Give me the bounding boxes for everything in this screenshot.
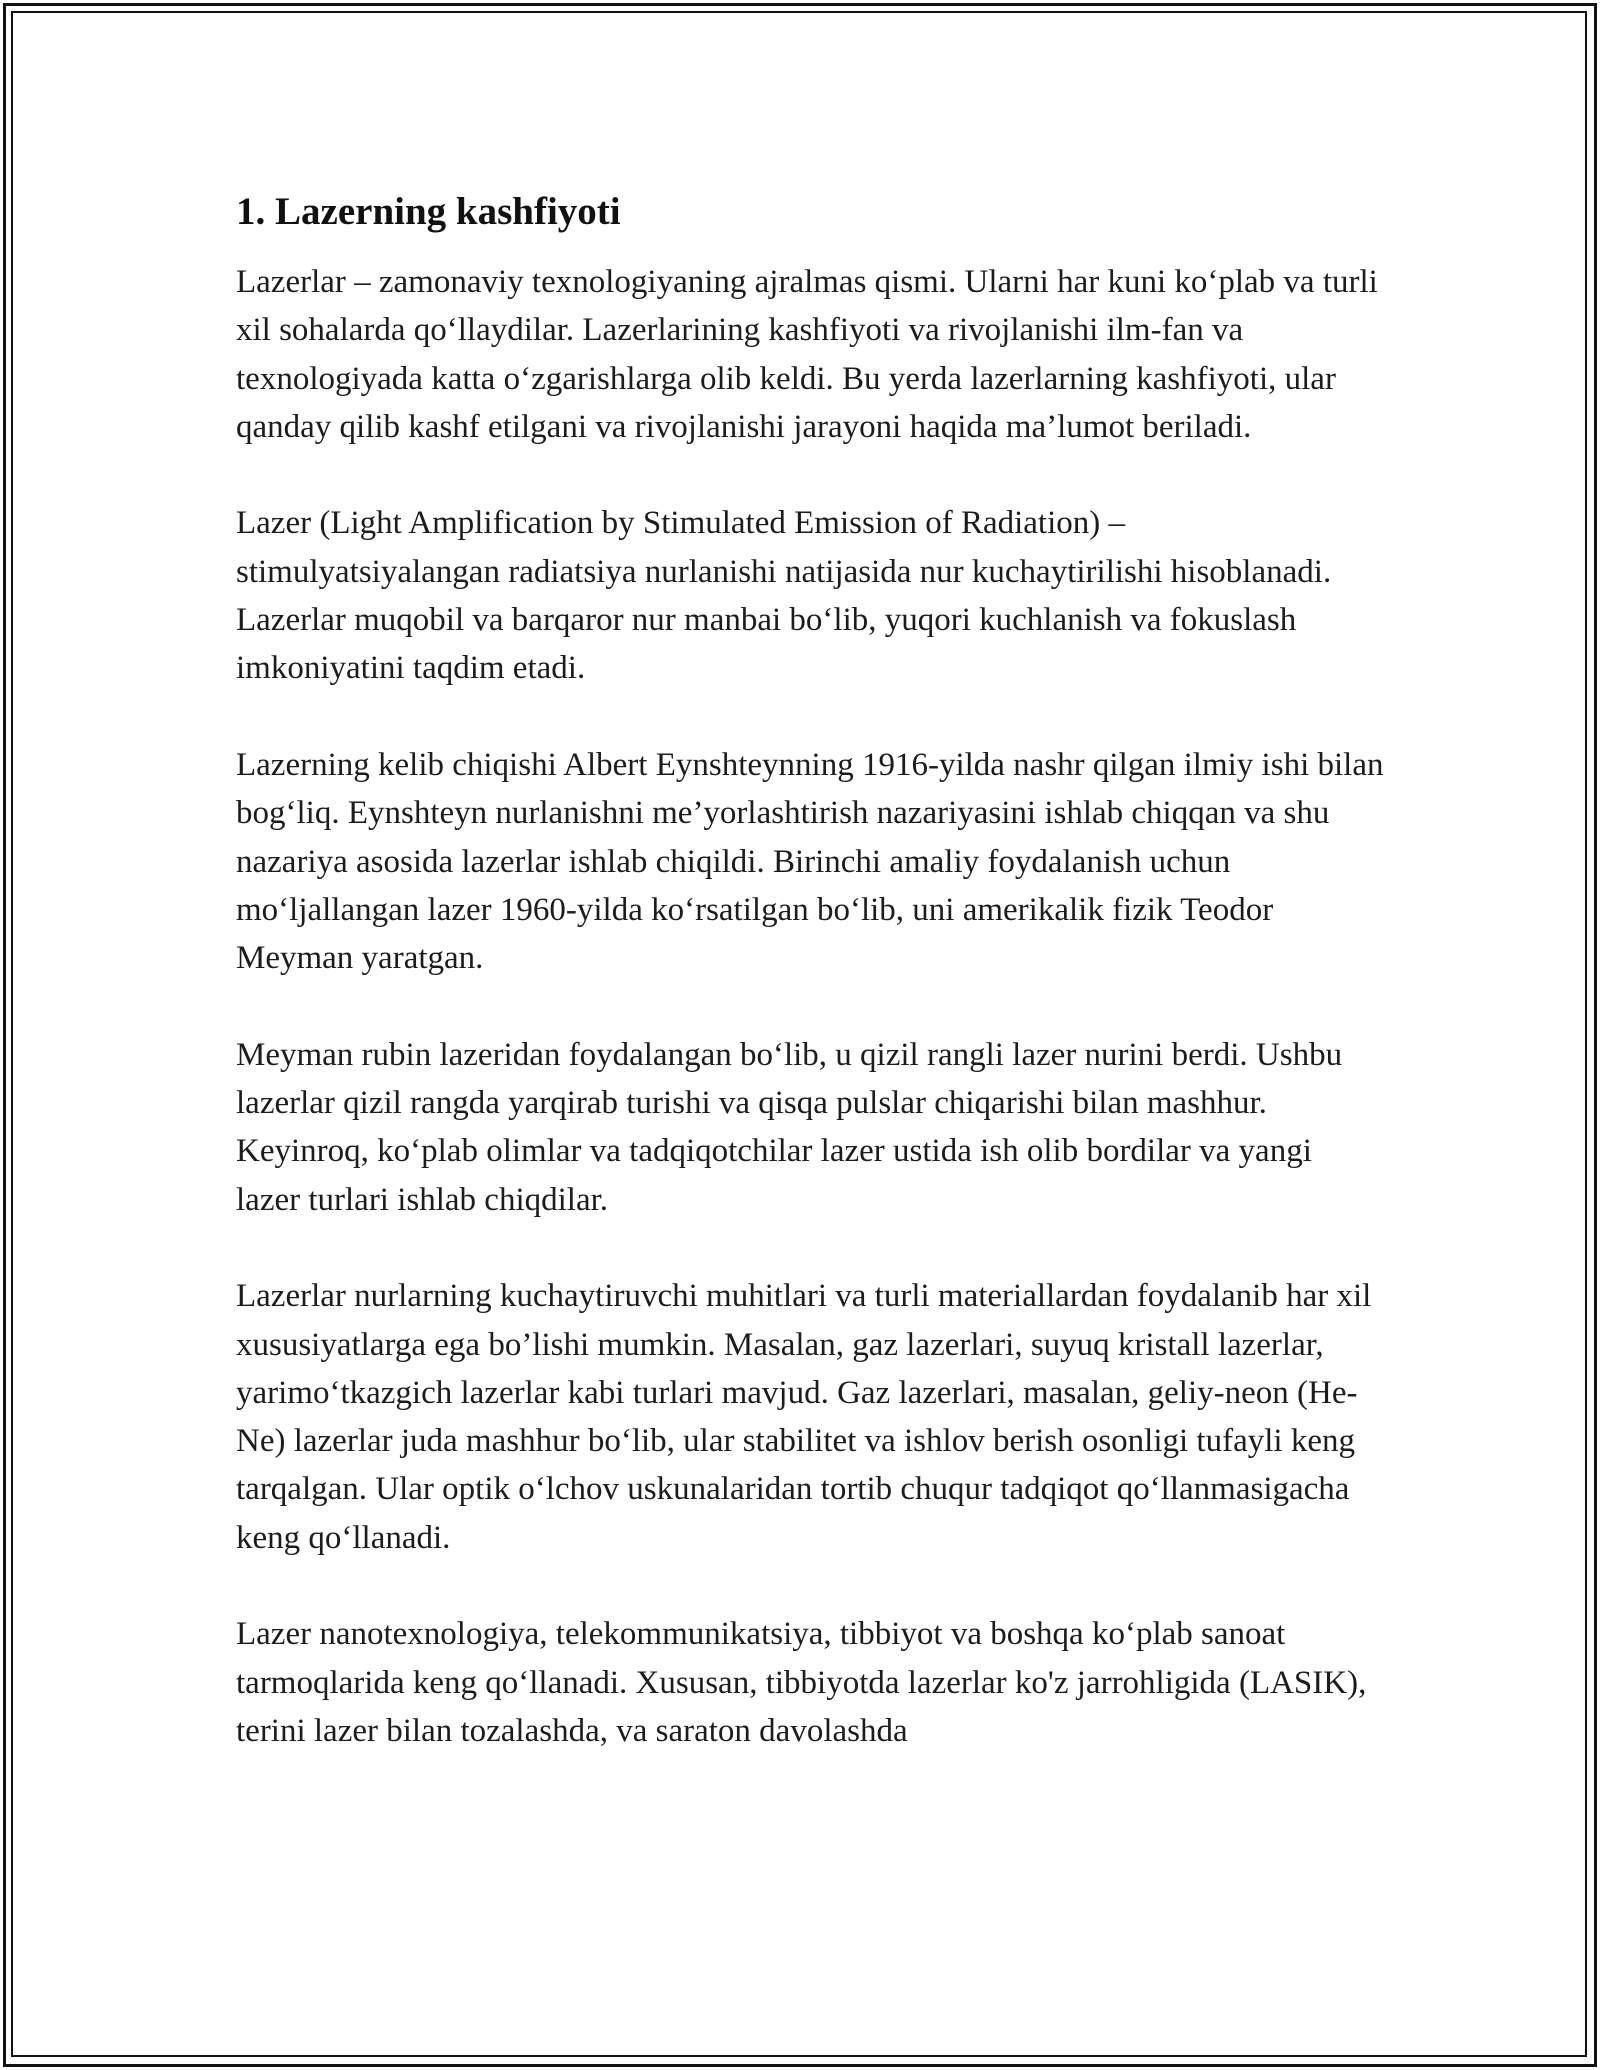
document-body — [236, 186, 1384, 1755]
paragraph-laser-types: Lazerlar nurlarning kuchaytiruvchi muhitlari va turli materiallardan foydalanib har xil xususiyatlarga ega bo’lishi mumkin. Masalan, gaz lazerlari, suyuq kristall lazerlar, yarimo‘tkazgich lazerlar kabi turlari mavjud. Gaz lazerlari, masalan, geliy-neon (He-Ne) lazerlar juda mashhur bo‘lib, ular stabilitet va ishlov berish osonligi tufayli keng tarqalgan. Ular optik o‘lchov uskunalaridan tortib chuqur tadqiqot qo‘llanmasigacha keng qo‘llanadi. — [236, 1278, 1372, 1556]
paragraph-definition: Lazer (Light Amplification by Stimulated Emission of Radiation) – stimulyatsiyalangan radiatsiya nurlanishi natijasida nur kuchaytirilishi hisoblanadi. Lazerlar muqobil va barqaror nur manbai bo‘lib, yuqori kuchlanish va fokuslash imkoniyatini taqdim etadi. — [236, 505, 1332, 687]
paragraph-applications: Lazer nanotexnologiya, telekommunikatsiya, tibbiyot va boshqa ko‘plab sanoat tarmoqlarida keng qo‘llanadi. Xususan, tibbiyotda lazerlar ko'z jarrohligida (LASIK), terini lazer bilan tozalashda, va saraton davolashda — [236, 1616, 1367, 1749]
section-heading: 1. Lazerning kashfiyoti — [236, 190, 621, 233]
paragraph-origin: Lazerning kelib chiqishi Albert Eynshteynning 1916-yilda nashr qilgan ilmiy ishi bilan bog‘liq. Eynshteyn nurlanishni me’yorlashtirish nazariyasini ishlab chiqqan va shu nazariya asosida lazerlar ishlab chiqildi. Birinchi amaliy foydalanish uchun mo‘ljallangan lazer 1960-yilda ko‘rsatilgan bo‘lib, uni amerikalik fizik Teodor Meyman yaratgan. — [236, 746, 1384, 977]
paragraph-intro: Lazerlar – zamonaviy texnologiyaning ajralmas qismi. Ularni har kuni ko‘plab va turli xil sohalarda qo‘llaydilar. Lazerlarining kashfiyoti va rivojlanishi ilm-fan va texnologiyada katta o‘zgarishlarga olib keldi. Bu yerda lazerlarning kashfiyoti, ular qanday qilib kashf etilgani va rivojlanishi jarayoni haqida ma’lumot beriladi. — [236, 264, 1378, 445]
paragraph-ruby-laser: Meyman rubin lazeridan foydalangan bo‘lib, u qizil rangli lazer nurini berdi. Ushbu lazerlar qizil rangda yarqirab turishi va qisqa pulslar chiqarishi bilan mashhur. Keyinroq, ko‘plab olimlar va tadqiqotchilar lazer ustida ish olib bordilar va yangi lazer turlari ishlab chiqdilar. — [236, 1036, 1343, 1218]
